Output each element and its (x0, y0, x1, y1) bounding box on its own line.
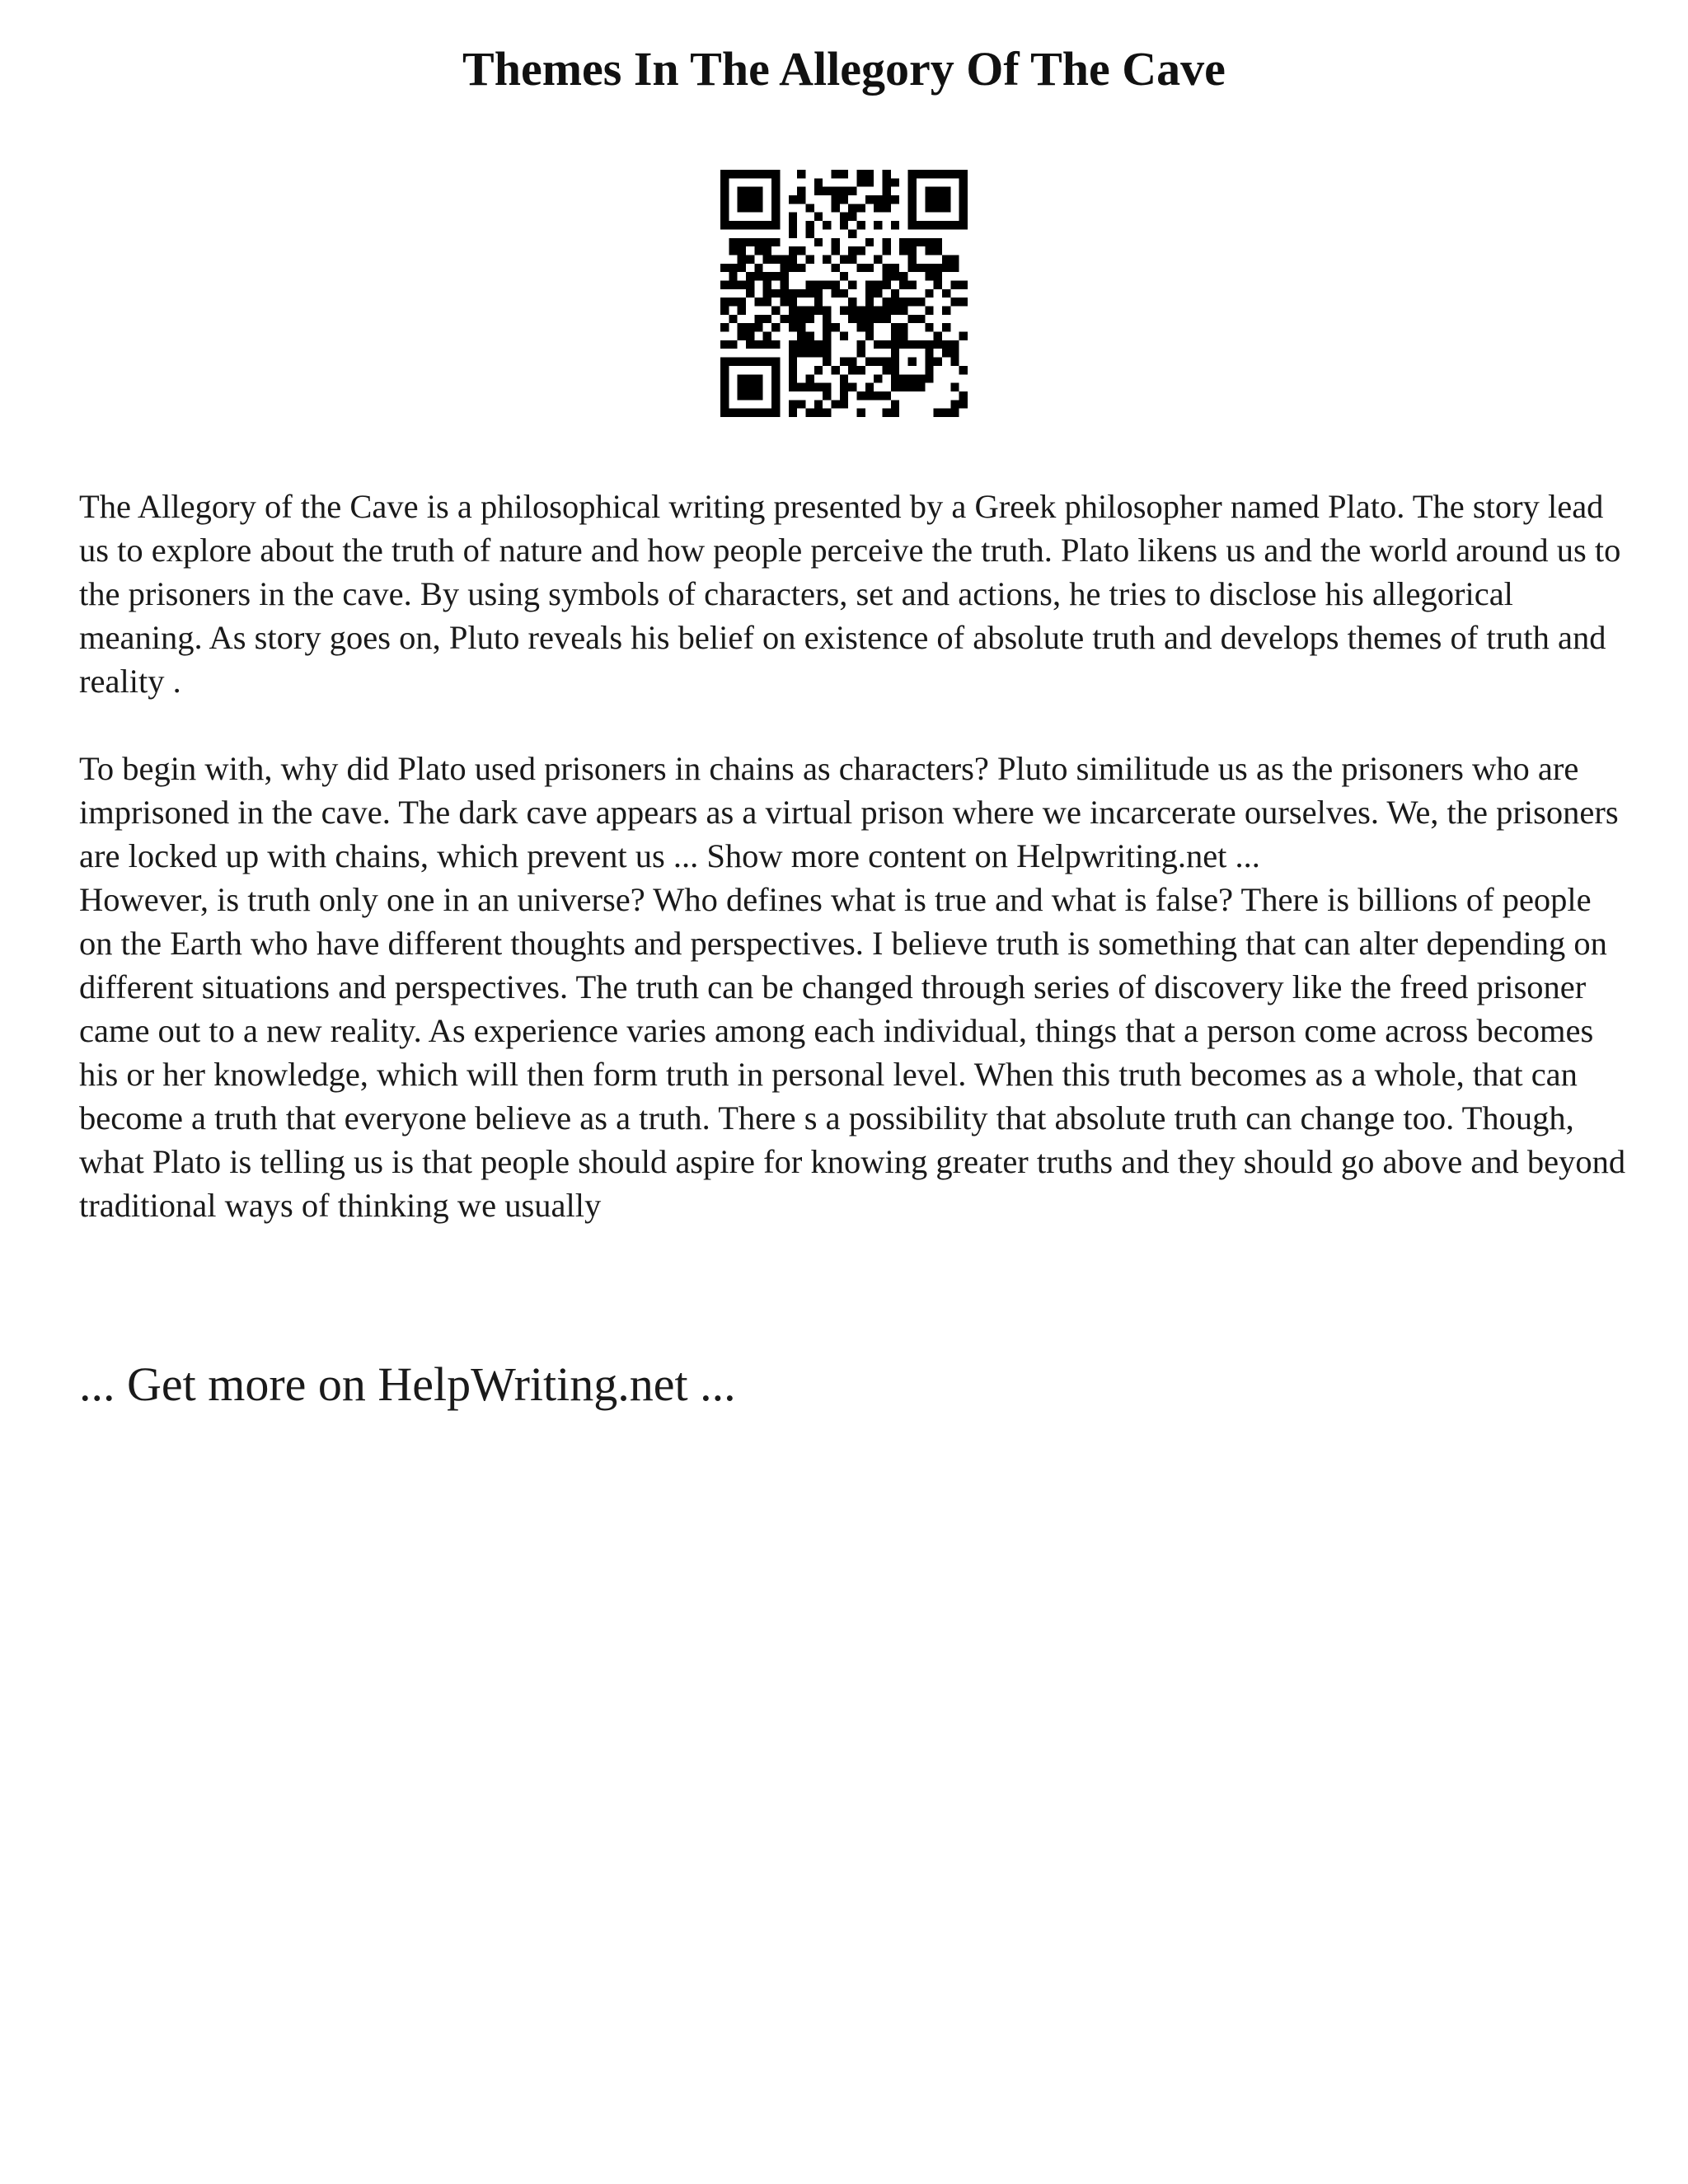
paragraph-intro: The Allegory of the Cave is a philosophical writing presented by a Greek philosopher named Plato. The story lead us to explore about the truth of nature and how people perceive the truth. Plato likens us and the world around us to the prisoners in the cave. By using symbols of characters, set and actions, he tries to disclose his allegorical meaning. As story goes on, Pluto reveals his belief on existence of absolute truth and develops themes of truth and reality . (79, 488, 1621, 700)
page-title: Themes In The Allegory Of The Cave (462, 42, 1226, 96)
get-more-link[interactable]: ... Get more on HelpWriting.net ... (79, 1357, 736, 1411)
qr-code-graphic (720, 170, 968, 417)
qr-code-icon[interactable] (720, 170, 968, 417)
paragraph-body (79, 747, 1629, 1227)
paragraph-body-text: To begin with, why did Plato used prisoners in chains as characters? Pluto similitude us as the prisoners who are imprisoned in the cave. The dark cave appears as a virtual prison where we incarcerate ourselves. We, the prisoners are locked up with chains, which prevent us ... Show more content on Helpwriting.net ... However, is truth only one in an universe? Who defines what is true and what is false? There is billions of people on the Earth who have different thoughts and perspectives. I believe truth is something that can alter depending on different situations and perspectives. The truth can be changed through series of discovery like the freed prisoner came out to a new reality. As experience varies among each individual, things that a person come across becomes his or her knowledge, which will then form truth in personal level. When this truth becomes as a whole, that can become a truth that everyone believe as a truth. There s a possibility that absolute truth can change too. Though, what Plato is telling us is that people should aspire for knowing greater truths and they should go above and beyond traditional ways of thinking we usually (79, 750, 1626, 1224)
